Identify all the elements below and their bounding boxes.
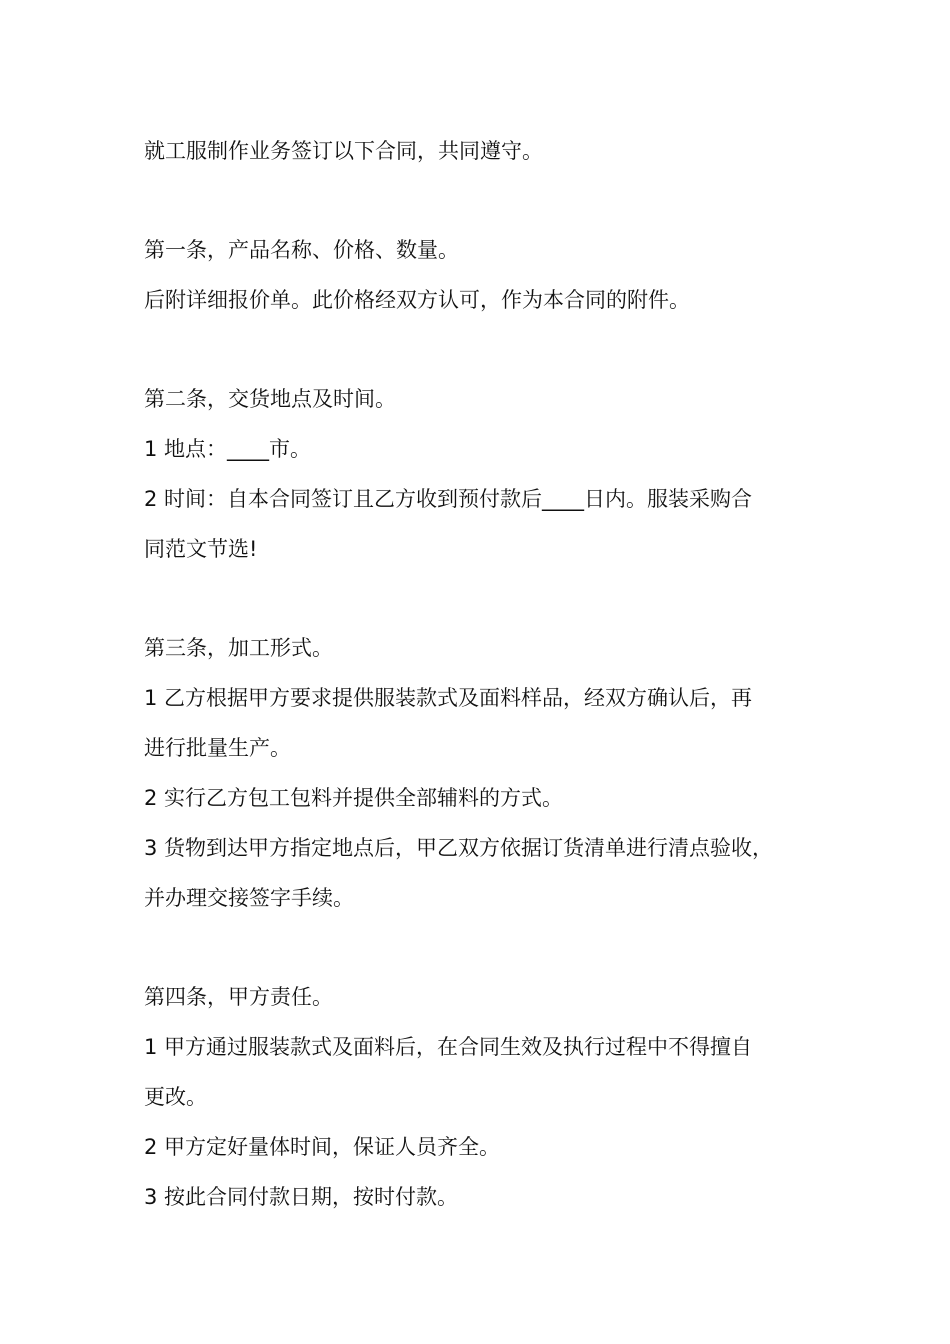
article-1-text: 后附详细报价单。此价格经双方认可，作为本合同的附件。 [144,288,690,312]
article-2-item-2: 2 时间：自本合同签订且乙方收到预付款后____日内。服装采购合 [144,487,753,511]
article-3-item-3: 3 货物到达甲方指定地点后，甲乙双方依据订货清单进行清点验收， [144,836,774,860]
article-4-item-2: 2 甲方定好量体时间，保证人员齐全。 [144,1135,501,1159]
article-1-heading: 第一条，产品名称、价格、数量。 [144,238,459,262]
article-2-item-2-cont: 同范文节选! [144,537,258,561]
article-4-heading: 第四条，甲方责任。 [144,985,333,1009]
article-2-item-1: 1 地点：____市。 [144,437,312,461]
article-3-item-3-cont: 并办理交接签字手续。 [144,886,354,910]
article-3-item-1-cont: 进行批量生产。 [144,736,291,760]
article-4-item-3: 3 按此合同付款日期，按时付款。 [144,1185,459,1209]
article-3-heading: 第三条，加工形式。 [144,636,333,660]
article-2-heading: 第二条，交货地点及时间。 [144,387,396,411]
article-3-item-2: 2 实行乙方包工包料并提供全部辅料的方式。 [144,786,564,810]
intro-line: 就工服制作业务签订以下合同，共同遵守。 [144,139,543,163]
article-4-item-1-cont: 更改。 [144,1085,207,1109]
article-3-item-1: 1 乙方根据甲方要求提供服装款式及面料样品，经双方确认后，再 [144,686,753,710]
article-4-item-1: 1 甲方通过服装款式及面料后，在合同生效及执行过程中不得擅自 [144,1035,753,1059]
